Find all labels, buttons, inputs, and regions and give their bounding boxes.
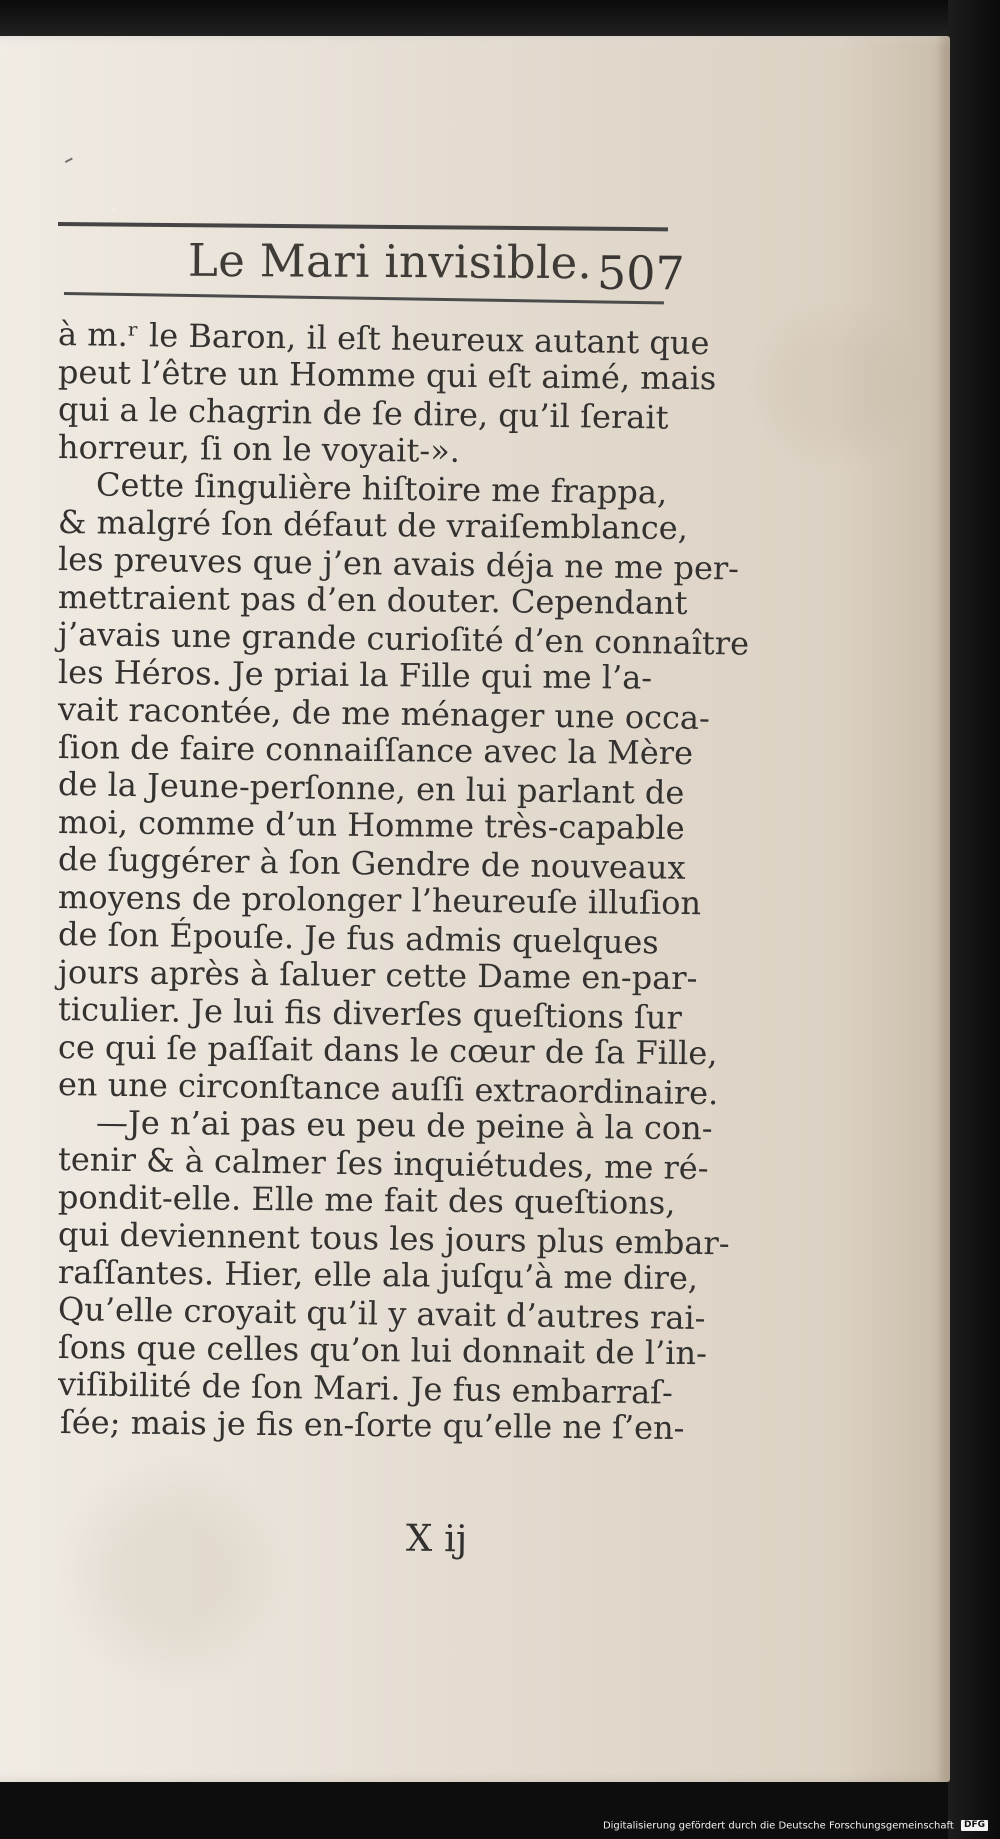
header-rule-top bbox=[58, 222, 668, 231]
text-line: viſibilité de ſon Mari. Je fus embarraſ- bbox=[57, 1365, 674, 1412]
book-edge bbox=[948, 0, 1000, 1839]
page-edge-shadow bbox=[936, 36, 950, 1782]
text-line: ticulier. Je lui fis diverſes queſtions ſur bbox=[57, 990, 683, 1037]
text-line: peut l’être un Homme qui eſt aimé, mais bbox=[57, 352, 717, 397]
text-line: les preuves que j’en avais déja ne me per- bbox=[57, 540, 740, 588]
text-line: mettraient pas d’en douter. Cependant bbox=[57, 577, 688, 622]
text-line: les Héros. Je priai la Fille qui me l’a- bbox=[57, 652, 653, 697]
page-mark bbox=[65, 158, 75, 168]
text-line: & malgré ſon défaut de vraiſemblance, bbox=[57, 502, 689, 547]
text-line: jours après à ſaluer cette Dame en-par- bbox=[57, 952, 698, 997]
text-line: de ſon Épouſe. Je fus admis quelques bbox=[57, 915, 659, 962]
book-page bbox=[0, 36, 950, 1782]
text-line: qui a le chagrin de ſe dire, qu’il ſerait bbox=[57, 390, 669, 437]
text-line: moi, comme d’un Homme très-capable bbox=[57, 802, 685, 847]
text-line: Qu’elle croyait qu’il y avait d’autres rai- bbox=[57, 1290, 706, 1338]
text-line: ſons que celles qu’on lui donnait de l’in- bbox=[57, 1327, 708, 1372]
paragraph-start-line: Cette ſingulière hiſtoire me frappa, bbox=[95, 465, 668, 512]
text-line: tenir & à calmer ſes inquiétudes, me ré- bbox=[57, 1140, 709, 1188]
text-line: ſée; mais je fis en-ſorte qu’elle ne ſ’en- bbox=[59, 1402, 685, 1447]
text-line: qui deviennent tous les jours plus embar- bbox=[57, 1215, 730, 1263]
text-line: j’avais une grande curioſité d’en connaître bbox=[57, 615, 750, 663]
text-line: pondit-elle. Elle me fait des queſtions, bbox=[57, 1177, 676, 1222]
dfg-logo: DFG bbox=[961, 1820, 988, 1831]
text-line: en une circonſtance auſſi extraordinaire. bbox=[57, 1065, 719, 1113]
page-signature-mark: X ij bbox=[405, 1516, 468, 1561]
text-line: raſſantes. Hier, elle ala juſqu’à me dire, bbox=[57, 1252, 699, 1297]
text-line: moyens de prolonger l’heureuſe illuſion bbox=[57, 877, 702, 922]
digitization-credit bbox=[603, 1820, 988, 1832]
digitization-credit-text: Digitalisierung gefördert durch die Deutsche Forschungsgemeinschaft bbox=[602, 1820, 954, 1831]
text-line: vait racontée, de me ménager une occa- bbox=[57, 690, 711, 738]
text-line: à m.ʳ le Baron, il eſt heureux autant que bbox=[57, 315, 710, 363]
text-line: de la Jeune-perſonne, en lui parlant de bbox=[57, 765, 685, 812]
text-line: ſion de faire connaiſſance avec la Mère bbox=[57, 727, 694, 772]
header-rule-bottom bbox=[64, 292, 664, 304]
paragraph-start-line: —Je n’ai pas eu peu de peine à la con- bbox=[95, 1102, 713, 1147]
text-line: de ſuggérer à ſon Gendre de nouveaux bbox=[57, 840, 686, 887]
text-line: ce qui ſe paſſait dans le cœur de ſa Fille, bbox=[57, 1027, 718, 1072]
running-header-title: Le Mari invisible. bbox=[187, 233, 593, 290]
text-line: horreur, ſi on le voyait-». bbox=[57, 427, 461, 470]
page-text-block bbox=[57, 315, 750, 1447]
page-number: 507 bbox=[596, 245, 685, 301]
